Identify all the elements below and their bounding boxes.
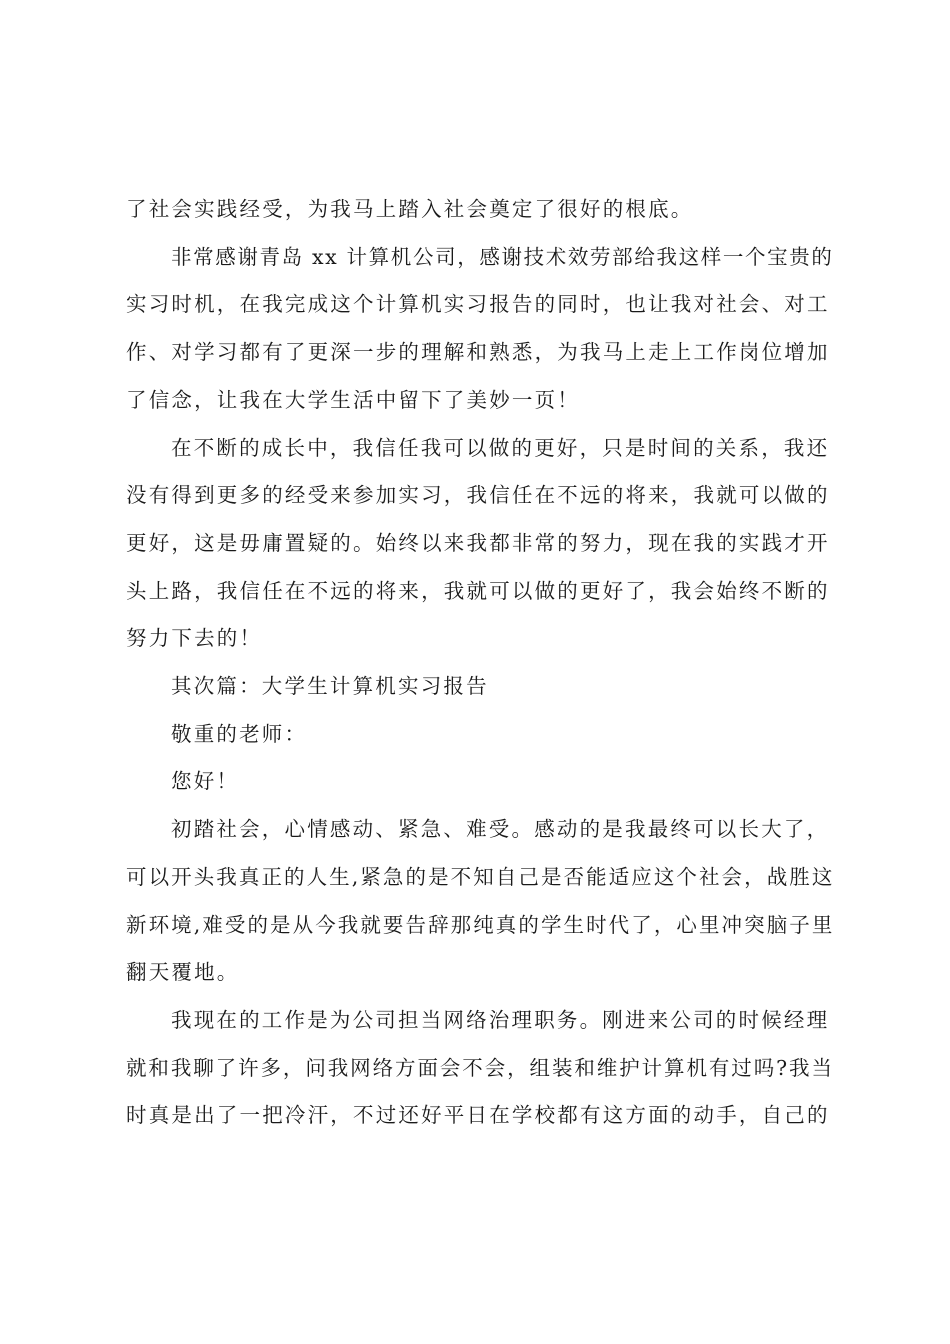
text-line: 了信念，让我在大学生活中留下了美妙一页！ bbox=[126, 387, 580, 412]
text-line: 可以开头我真正的人生,紧急的是不知自己是否能适应这个社会，战胜这 bbox=[126, 864, 835, 889]
text-line: 您好！ bbox=[171, 769, 240, 794]
text-line: 了社会实践经受，为我马上踏入社会奠定了很好的根底。 bbox=[126, 197, 694, 221]
text-line: 新环境,难受的是从今我就要告辞那纯真的学生时代了，心里冲突脑子里 bbox=[126, 912, 835, 937]
text-line: 时真是出了一把冷汗，不过还好平日在学校都有这方面的动手，自己的 bbox=[126, 1103, 830, 1128]
text-line: 敬重的老师： bbox=[171, 721, 308, 746]
text-line: 其次篇：大学生计算机实习报告 bbox=[171, 674, 489, 699]
paragraph bbox=[126, 711, 834, 759]
text-line: 就和我聊了许多，问我网络方面会不会，组装和维护计算机有过吗?我当 bbox=[126, 1055, 834, 1080]
text-line: 作、对学习都有了更深一步的理解和熟悉，为我马上走上工作岗位增加 bbox=[126, 340, 830, 365]
text-line: 初踏社会，心情感动、紧急、难受。感动的是我最终可以长大了， bbox=[171, 817, 830, 842]
text-line: 头上路，我信任在不远的将来，我就可以做的更好了，我会始终不断的 bbox=[126, 578, 830, 603]
text-line: 努力下去的！ bbox=[126, 626, 263, 651]
document-body bbox=[126, 186, 834, 1140]
paragraph bbox=[126, 758, 834, 806]
text-line: 没有得到更多的经受来参加实习，我信任在不远的将来，我就可以做的 bbox=[126, 483, 830, 508]
paragraph bbox=[126, 234, 834, 425]
text-line: 翻天覆地。 bbox=[126, 960, 240, 985]
text-line: 我现在的工作是为公司担当网络治理职务。刚进来公司的时候经理 bbox=[171, 1007, 830, 1032]
paragraph bbox=[126, 997, 834, 1140]
text-line: 非常感谢青岛 xx 计算机公司，感谢技术效劳部给我这样一个宝贵的 bbox=[171, 244, 834, 269]
paragraph bbox=[126, 806, 834, 997]
paragraph bbox=[126, 186, 834, 234]
paragraph bbox=[126, 425, 834, 664]
text-line: 实习时机，在我完成这个计算机实习报告的同时，也让我对社会、对工 bbox=[126, 292, 830, 317]
text-line: 更好，这是毋庸置疑的。始终以来我都非常的努力，现在我的实践才开 bbox=[126, 530, 830, 555]
paragraph bbox=[126, 663, 834, 711]
text-line: 在不断的成长中，我信任我可以做的更好，只是时间的关系，我还 bbox=[171, 435, 830, 460]
